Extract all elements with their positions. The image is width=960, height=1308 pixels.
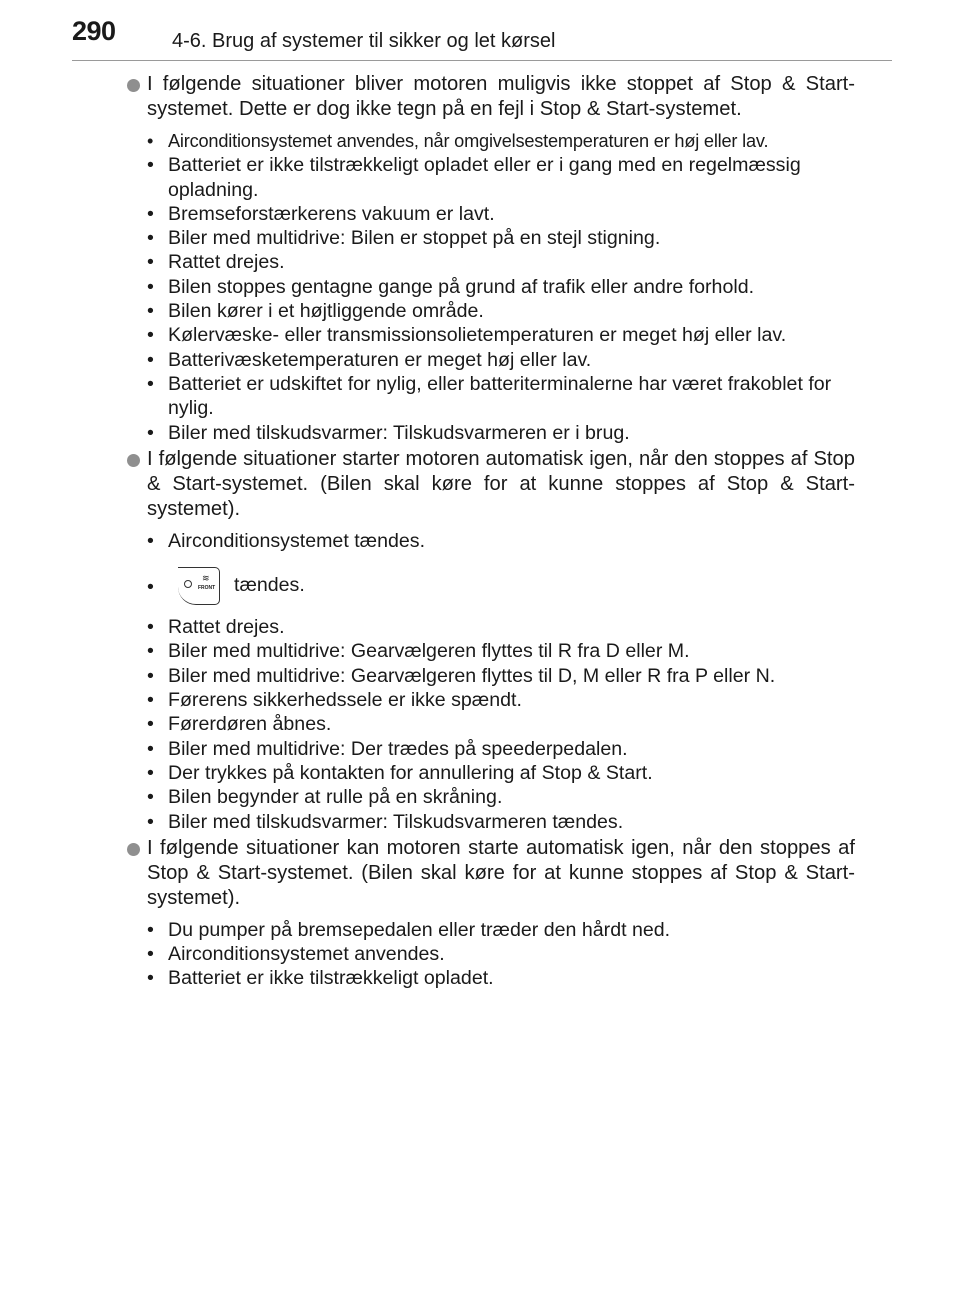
list-item: • Biler med multidrive: Bilen er stoppet på en stejl stigning. — [147, 227, 661, 250]
list-item: • Biler med multidrive: Der trædes på speederpedalen. — [147, 737, 628, 760]
list-item: • Airconditionsystemet anvendes, når omgivelsestemperaturen er høj eller lav. — [147, 129, 855, 153]
list-item: • Du pumper på bremsepedalen eller træder den hårdt ned. — [147, 918, 671, 941]
section-auto-restart — [127, 447, 855, 834]
circle-bullet-icon — [127, 79, 140, 92]
list-item: • Airconditionsystemet tændes. — [147, 529, 426, 552]
list-item: • Bilen begynder at rulle på en skråning. — [147, 786, 503, 809]
list-item: • Bilen stoppes gentagne gange på grund af trafik eller andre forhold. — [147, 275, 755, 298]
front-defroster-button-icon — [178, 567, 220, 605]
list-item: • ≋ FRONT tændes. — [147, 553, 855, 615]
list-item: • Førerdøren åbnes. — [147, 713, 332, 736]
defroster-icon: ≋ — [202, 573, 210, 584]
section-intro — [127, 447, 855, 522]
list-item: • Kølervæske- eller transmissionsolietemperaturen er meget høj eller lav. — [147, 324, 787, 347]
condition-list — [127, 918, 855, 991]
bullet-icon: • — [147, 713, 154, 736]
list-item: • Biler med tilskudsvarmer: Tilskudsvarmeren er i brug. — [147, 421, 630, 444]
section-intro-text: I følgende situationer bliver motoren muligvis ikke stoppet af Stop & Start-systemet. Dette er dog ikke tegn på en fejl i Stop & Start-systemet. — [147, 73, 855, 120]
indicator-led-icon — [184, 580, 192, 588]
bullet-icon: • — [147, 202, 154, 225]
bullet-icon: • — [147, 576, 154, 599]
section-intro-text: I følgende situationer starter motoren automatisk igen, når den stoppes af Stop & Start-systemet. (Bilen skal køre for at kunne stoppes af Stop & Start-systemet). — [147, 447, 855, 520]
list-item: • Biler med multidrive: Gearvælgeren flyttes til D, M eller R fra P eller N. — [147, 664, 776, 687]
bullet-icon: • — [147, 154, 154, 177]
list-item: • Biler med multidrive: Gearvælgeren flyttes til R fra D eller M. — [147, 640, 690, 663]
circle-bullet-icon — [127, 843, 140, 856]
list-item: • Rattet drejes. — [147, 616, 285, 639]
condition-list — [127, 529, 855, 834]
section-not-stopped — [127, 72, 855, 445]
list-item: • Batteriet er ikke tilstrækkeligt opladet. — [147, 967, 494, 990]
bullet-icon: • — [147, 421, 154, 444]
front-label: FRONT — [198, 585, 216, 592]
bullet-icon: • — [147, 131, 154, 151]
bullet-icon: • — [147, 918, 154, 941]
bullet-icon: • — [147, 300, 154, 323]
list-item: • Biler med tilskudsvarmer: Tilskudsvarmeren tændes. — [147, 810, 624, 833]
bullet-icon: • — [147, 348, 154, 371]
bullet-icon: • — [147, 786, 154, 809]
bullet-icon: • — [147, 737, 154, 760]
bullet-icon: • — [147, 664, 154, 687]
bullet-icon: • — [147, 324, 154, 347]
list-item: • Der trykkes på kontakten for annullering af Stop & Start. — [147, 761, 653, 784]
list-item: • Batteriet er udskiftet for nylig, eller batteriterminalerne har været frakoblet for nylig. — [147, 372, 832, 420]
circle-bullet-icon — [127, 454, 140, 467]
bullet-icon: • — [147, 251, 154, 274]
list-item: • Batteriet er ikke tilstrækkeligt opladet eller er i gang med en regelmæssig opladning. — [147, 154, 801, 201]
bullet-icon: • — [147, 689, 154, 712]
bullet-icon: • — [147, 616, 154, 639]
bullet-icon: • — [147, 761, 154, 784]
bullet-icon: • — [147, 967, 154, 990]
list-item: • Airconditionsystemet anvendes. — [147, 943, 445, 966]
section-intro — [127, 72, 855, 122]
bullet-icon: • — [147, 227, 154, 250]
section-intro — [127, 836, 855, 911]
list-item: • Bremseforstærkerens vakuum er lavt. — [147, 202, 495, 225]
bullet-icon: • — [147, 943, 154, 966]
bullet-icon: • — [147, 810, 154, 833]
section-intro-text: I følgende situationer kan motoren starte automatisk igen, når den stoppes af Stop & Start-systemet. (Bilen skal køre for at kunne stoppes af Stop & Start-systemet). — [147, 836, 855, 909]
page-content — [127, 72, 855, 991]
section-title: 4-6. Brug af systemer til sikker og let kørsel — [172, 30, 556, 52]
bullet-icon: • — [147, 529, 154, 552]
list-item: • Førerens sikkerhedssele er ikke spændt. — [147, 689, 522, 712]
page-header — [0, 0, 960, 62]
bullet-icon: • — [147, 372, 154, 395]
list-item: • Batterivæsketemperaturen er meget høj eller lav. — [147, 348, 592, 371]
list-item: • Bilen kører i et højtliggende område. — [147, 300, 484, 323]
list-item: • Rattet drejes. — [147, 251, 285, 274]
page-number: 290 — [72, 16, 116, 46]
header-divider — [72, 60, 892, 61]
bullet-icon: • — [147, 640, 154, 663]
condition-list — [127, 129, 855, 445]
section-may-restart — [127, 836, 855, 991]
bullet-icon: • — [147, 275, 154, 298]
